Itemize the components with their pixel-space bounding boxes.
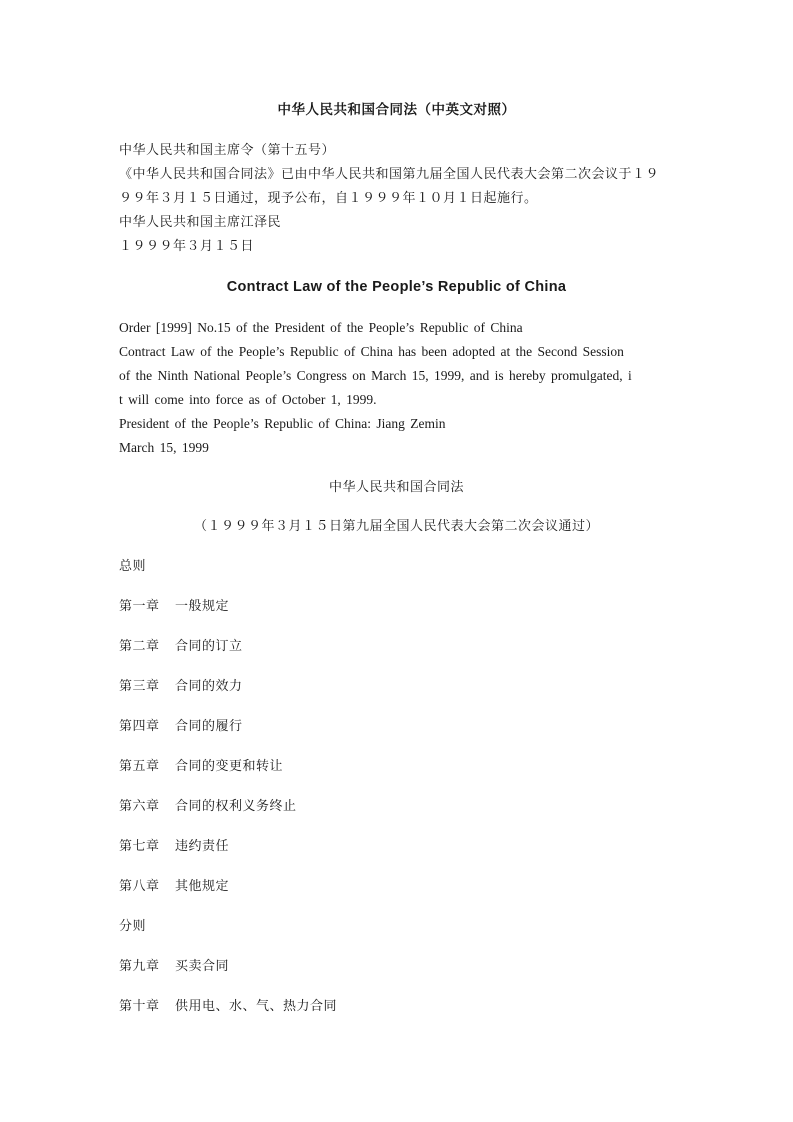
chapter-number: 第三章 [119, 679, 160, 694]
presidential-order-line: 中华人民共和国主席令（第十五号） [119, 143, 336, 158]
date-cn-line: １９９９年３月１５日 [119, 239, 255, 254]
chapter-number: 第十章 [119, 999, 160, 1014]
chapter-number: 第六章 [119, 799, 160, 814]
en-paragraph-line-5: President of the People’s Republic of China: Jiang Zemin [119, 416, 446, 431]
document-title-en: Contract Law of the People’s Republic of China [226, 279, 567, 295]
chapter-number: 第八章 [119, 879, 160, 894]
president-signature-line: 中华人民共和国主席江泽民 [119, 215, 282, 230]
chapter-entry [119, 960, 229, 973]
chapter-entry [119, 1000, 337, 1013]
chapter-number: 第五章 [119, 759, 160, 774]
chapter-entry [119, 680, 243, 693]
chapter-entry [119, 640, 243, 653]
en-paragraph-line-1: Order [1999] No.15 of the President of the People’s Republic of China [119, 320, 523, 335]
chapter-number: 第四章 [119, 719, 160, 734]
chapter-entry [119, 720, 243, 733]
chapter-number: 第一章 [119, 599, 160, 614]
section-heading-general: 总则 [119, 559, 147, 574]
document-title-cn: 中华人民共和国合同法（中英文对照） [277, 102, 516, 118]
chapter-number: 第九章 [119, 959, 160, 974]
chapter-title: 合同的订立 [175, 639, 243, 654]
section-heading-specific: 分则 [119, 919, 147, 934]
chapter-title: 其他规定 [175, 879, 230, 894]
chapter-entry [119, 880, 229, 893]
chapter-number: 第二章 [119, 639, 160, 654]
chapter-title: 合同的变更和转让 [175, 759, 284, 774]
chapter-title: 违约责任 [175, 839, 230, 854]
chapter-title: 合同的履行 [175, 719, 243, 734]
chapter-number: 第七章 [119, 839, 160, 854]
en-paragraph-line-2: Contract Law of the People’s Republic of China has been adopted at the Second Session [119, 344, 624, 359]
chapter-title: 一般规定 [175, 599, 230, 614]
intro-paragraph-line-1: 《中华人民共和国合同法》已由中华人民共和国第九届全国人民代表大会第二次会议于１９ [119, 167, 660, 182]
chapter-title: 合同的效力 [175, 679, 243, 694]
chapter-title: 买卖合同 [175, 959, 230, 974]
en-paragraph-line-3: of the Ninth National People’s Congress on March 15, 1999, and is hereby promulgated, i [119, 368, 632, 383]
chapter-entry [119, 600, 229, 613]
en-paragraph-line-4: t will come into force as of October 1, 1999. [119, 392, 377, 407]
chapter-entry [119, 840, 229, 853]
en-paragraph-line-6: March 15, 1999 [119, 440, 209, 455]
chapter-title: 合同的权利义务终止 [175, 799, 297, 814]
adoption-note: （１９９９年３月１５日第九届全国人民代表大会第二次会议通过） [193, 519, 599, 534]
chapter-title: 供用电、水、气、热力合同 [175, 999, 338, 1014]
intro-paragraph-line-2: ９９年３月１５日通过，现予公布，自１９９９年１０月１日起施行。 [119, 191, 538, 206]
law-title-cn: 中华人民共和国合同法 [328, 480, 464, 495]
chapter-entry [119, 800, 297, 813]
chapter-entry [119, 760, 283, 773]
